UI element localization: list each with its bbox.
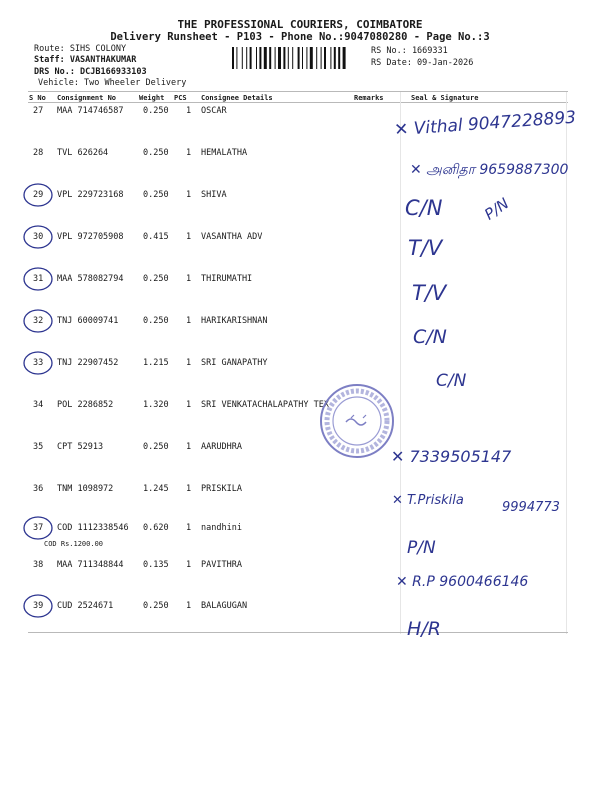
row-weight: 1.215	[143, 358, 169, 368]
row-sno: 29	[33, 190, 44, 200]
col-header-pcs: PCS	[174, 94, 187, 102]
barcode-bar	[324, 47, 326, 69]
row-pcs: 1	[186, 106, 192, 116]
barcode-bar	[310, 47, 313, 69]
row-sno: 36	[33, 484, 44, 494]
row-sno: 34	[33, 400, 44, 410]
row-consignment-no: MAA 578082794	[57, 274, 124, 284]
barcode-bar	[283, 47, 285, 69]
row-consignment-no: CPT 52913	[57, 442, 104, 452]
row-sno: 33	[33, 358, 44, 368]
drs-number: DRS No.: DCJB166933103	[34, 67, 147, 77]
table-row	[0, 400, 600, 440]
row-pcs: 1	[186, 316, 192, 326]
barcode-bar	[298, 47, 300, 69]
header-bottom-rule	[28, 102, 568, 103]
row-consignee: BALAGUGAN	[201, 601, 248, 611]
rs-date: RS Date: 09-Jan-2026	[371, 58, 474, 68]
row-pcs: 1	[186, 148, 192, 158]
row-consignment-no: TNJ 60009741	[57, 316, 119, 326]
table-row	[0, 316, 600, 356]
col-header-remarks: Remarks	[354, 94, 384, 102]
barcode-bar	[316, 47, 317, 69]
barcode-bar	[236, 47, 237, 69]
row-weight: 0.250	[143, 601, 169, 611]
remark-33: C/N	[436, 371, 467, 391]
row-pcs: 1	[186, 190, 192, 200]
barcode-bar	[246, 47, 247, 69]
remark-39: H/R	[407, 618, 441, 640]
courier-seal-stamp	[318, 382, 396, 460]
signature-38: ✕ R.P 9600466146	[396, 574, 529, 590]
table-bottom-rule	[28, 632, 568, 633]
remark-37: P/N	[407, 538, 436, 558]
table-row	[0, 523, 600, 563]
route-label: Route: SIHS COLONY	[34, 44, 127, 54]
signature-36: ✕ T.Priskila	[392, 493, 464, 508]
row-pcs: 1	[186, 601, 192, 611]
row-consignee: HEMALATHA	[201, 148, 248, 158]
row-consignment-no: VPL 972705908	[57, 232, 124, 242]
row-consignee: SRI VENKATACHALAPATHY TEX	[201, 400, 329, 410]
row-consignment-no: MAA 714746587	[57, 106, 124, 116]
barcode-bar	[330, 47, 331, 69]
row-weight: 0.250	[143, 442, 169, 452]
barcode-bar	[321, 47, 322, 69]
row-weight: 1.320	[143, 400, 169, 410]
row-sno: 31	[33, 274, 44, 284]
barcode-bar	[275, 47, 276, 69]
table-row	[0, 358, 600, 398]
row-weight: 0.250	[143, 106, 169, 116]
phone-36: 9994773	[502, 500, 560, 515]
signature-28: ✕ அனிதா 9659887300	[410, 162, 569, 178]
col-header-sno: S No	[29, 94, 46, 102]
row-weight: 0.415	[143, 232, 169, 242]
row-sno: 39	[33, 601, 44, 611]
barcode-bar	[306, 47, 307, 69]
company-title: THE PROFESSIONAL COURIERS, COIMBATORE	[177, 18, 423, 31]
table-row	[0, 274, 600, 314]
row-pcs: 1	[186, 442, 192, 452]
row-consignee: HARIKARISHNAN	[201, 316, 268, 326]
row-weight: 1.245	[143, 484, 169, 494]
row-weight: 0.250	[143, 274, 169, 284]
table-row	[0, 232, 600, 272]
col-header-consignee: Consignee Details	[201, 94, 273, 102]
barcode-bar	[302, 47, 303, 69]
barcode-bar	[338, 47, 340, 69]
row-consignment-no: COD 1112338546	[57, 523, 129, 533]
row-pcs: 1	[186, 560, 192, 570]
col-header-seal: Seal & Signature	[411, 94, 479, 102]
row-consignee: SRI GANAPATHY	[201, 358, 268, 368]
rs-number: RS No.: 1669331	[371, 46, 448, 56]
staff-label: Staff: VASANTHAKUMAR	[34, 55, 137, 65]
cod-amount-note: COD Rs.1200.00	[44, 540, 104, 548]
barcode-bar	[288, 47, 289, 69]
row-sno: 30	[33, 232, 44, 242]
row-consignment-no: TVL 626264	[57, 148, 109, 158]
row-pcs: 1	[186, 523, 192, 533]
row-pcs: 1	[186, 232, 192, 242]
row-consignee: SHIVA	[201, 190, 227, 200]
row-sno: 27	[33, 106, 44, 116]
barcode-bar	[269, 47, 271, 69]
row-weight: 0.620	[143, 523, 169, 533]
row-sno: 38	[33, 560, 44, 570]
row-weight: 0.250	[143, 190, 169, 200]
remark-32: C/N	[413, 326, 447, 348]
table-row	[0, 601, 600, 641]
row-consignment-no: CUD 2524671	[57, 601, 114, 611]
header-top-rule	[28, 91, 568, 92]
barcode-bar	[292, 47, 293, 69]
signature-27: ✕ Vithal 9047228893	[393, 107, 577, 141]
runsheet-subtitle: Delivery Runsheet - P103 - Phone No.:9047080280 - Page No.:3	[110, 31, 490, 43]
row-consignee: AARUDHRA	[201, 442, 242, 452]
row-consignment-no: MAA 711348844	[57, 560, 124, 570]
remark-31: T/V	[412, 281, 447, 305]
col-header-weight: Weight	[139, 94, 165, 102]
row-consignment-no: VPL 229723168	[57, 190, 124, 200]
barcode-bar	[334, 47, 336, 69]
row-sno: 32	[33, 316, 44, 326]
barcode	[232, 47, 368, 69]
row-consignee: VASANTHA ADV	[201, 232, 263, 242]
row-weight: 0.135	[143, 560, 169, 570]
barcode-bar	[278, 47, 281, 69]
row-consignee: PAVITHRA	[201, 560, 242, 570]
row-pcs: 1	[186, 484, 192, 494]
barcode-bar	[259, 47, 261, 69]
remark-30: T/V	[408, 236, 443, 260]
barcode-bar	[264, 47, 267, 69]
barcode-bar	[232, 47, 234, 69]
row-sno: 28	[33, 148, 44, 158]
col-header-consignment: Consignment No	[57, 94, 117, 102]
row-consignee: PRISKILA	[201, 484, 242, 494]
barcode-bar	[250, 47, 252, 69]
row-sno: 37	[33, 523, 44, 533]
remark-29-cn: C/N	[405, 196, 443, 220]
row-pcs: 1	[186, 274, 192, 284]
row-pcs: 1	[186, 400, 192, 410]
row-consignment-no: TNJ 22907452	[57, 358, 119, 368]
row-consignee: THIRUMATHI	[201, 274, 253, 284]
row-sno: 35	[33, 442, 44, 452]
row-consignment-no: TNM 1098972	[57, 484, 114, 494]
row-consignee: nandhini	[201, 523, 242, 533]
signature-35: ✕ 7339505147	[391, 447, 512, 466]
vehicle-label: Vehicle: Two Wheeler Delivery	[38, 78, 187, 88]
row-pcs: 1	[186, 358, 192, 368]
barcode-bar	[242, 47, 243, 69]
barcode-bar	[256, 47, 257, 69]
remark-29-pn: P/N	[481, 194, 513, 224]
row-consignment-no: POL 2286852	[57, 400, 114, 410]
row-weight: 0.250	[143, 148, 169, 158]
row-consignee: OSCAR	[201, 106, 227, 116]
row-weight: 0.250	[143, 316, 169, 326]
barcode-bar	[343, 47, 346, 69]
